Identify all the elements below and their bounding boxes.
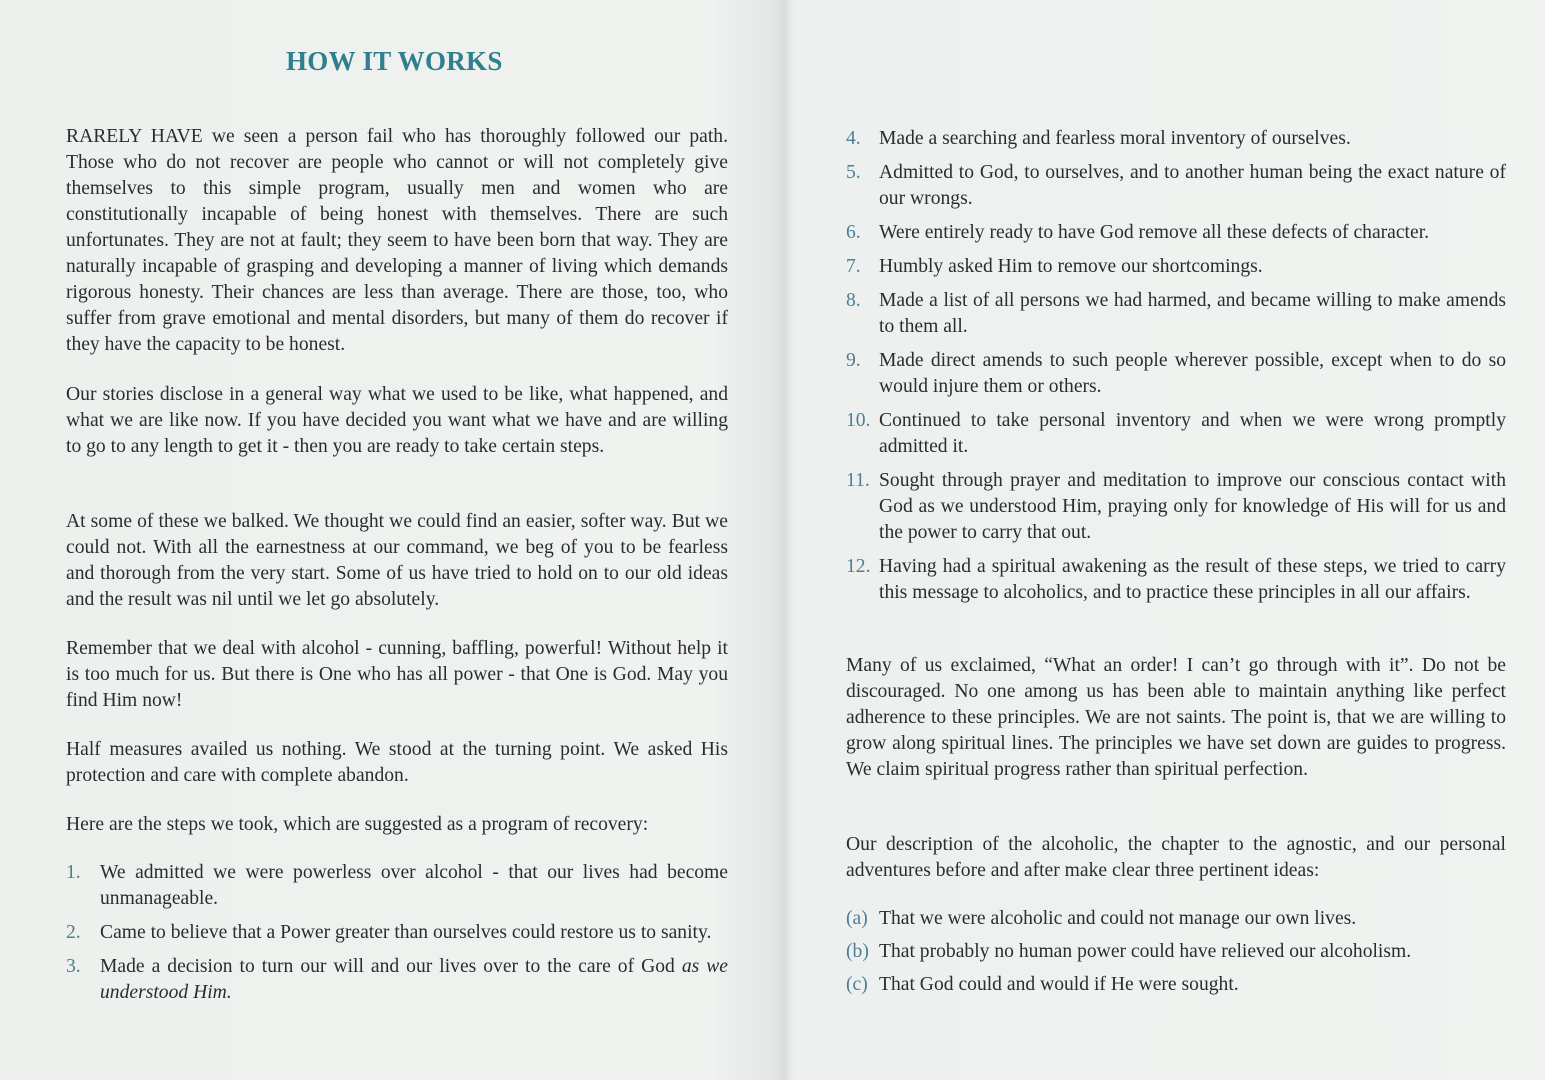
list-item: 4. Made a searching and fearless moral inventory of ourselves.	[846, 128, 1351, 149]
paragraph-ideas-intro: Our description of the alcoholic, the chapter to the agnostic, and our personal adventures before and after make clear three pertinent ideas:	[846, 834, 1506, 881]
list-item: (a) That we were alcoholic and could not manage our own lives.	[846, 908, 1357, 929]
paragraph-4: Remember that we deal with alcohol - cunning, baffling, powerful! Without help it is too much for us. But there is One who has all power - that One is God. May you find Him now!	[66, 638, 728, 711]
paragraph-6: Here are the steps we took, which are suggested as a program of recovery:	[66, 814, 649, 835]
paragraph-2: Our stories disclose in a general way what we used to be like, what happened, and what we are like now. If you have decided you want what we have and are willing to go to any length to get it - then you are ready to take certain steps.	[66, 384, 728, 457]
list-item: 7. Humbly asked Him to remove our shortcomings.	[846, 256, 1263, 277]
list-item: 12. Having had a spiritual awakening as the result of these steps, we tried to carry this message to alcoholics, and to practice these principles in all our affairs.	[846, 556, 1506, 603]
steps-list-left	[66, 860, 728, 1006]
center-fold	[775, 0, 793, 1080]
list-item: 3. Made a decision to turn our will and our lives over to the care of God as we understood Him.	[66, 956, 728, 1003]
list-item: 8. Made a list of all persons we had harmed, and became willing to make amends to them all.	[846, 290, 1506, 337]
paragraph-1: RARELY HAVE we seen a person fail who has thoroughly followed our path. Those who do not recover are people who cannot or will not completely give themselves to this simple program, usually men and women who are constitutionally incapable of being honest with themselves. There are such unfortunates. They are not at fault; they seem to have been born that way. They are naturally incapable of grasping and developing a manner of living which demands rigorous honesty. Their chances are less than average. There are those, too, who suffer from grave emotional and mental disorders, but many of them do recover if they have the capacity to be honest.	[66, 126, 728, 355]
list-item: 11. Sought through prayer and meditation to improve our conscious contact with God as we understood Him, praying only for knowledge of His will for us and the power to carry that out.	[846, 470, 1506, 543]
list-item: 10. Continued to take personal inventory and when we were wrong promptly admitted it.	[846, 410, 1506, 457]
list-item: 2. Came to believe that a Power greater than ourselves could restore us to sanity.	[66, 922, 712, 943]
list-item: 9. Made direct amends to such people wherever possible, except when to do so would injure them or others.	[846, 350, 1506, 397]
list-item: 5. Admitted to God, to ourselves, and to another human being the exact nature of our wrongs.	[846, 162, 1506, 209]
list-item: (c) That God could and would if He were sought.	[846, 974, 1239, 995]
paragraph-5: Half measures availed us nothing. We stood at the turning point. We asked His protection and care with complete abandon.	[66, 739, 728, 786]
steps-list-right	[846, 126, 1506, 606]
ideas-list	[846, 906, 1506, 998]
list-item: 1. We admitted we were powerless over alcohol - that our lives had become unmanageable.	[66, 862, 728, 909]
list-item: (b) That probably no human power could have relieved our alcoholism.	[846, 941, 1412, 962]
paragraph-order: Many of us exclaimed, “What an order! I can’t go through with it”. Do not be discouraged. No one among us has been able to maintain anything like perfect adherence to these principles. We are not saints. The point is, that we are willing to grow along spiritual lines. The principles we have set down are guides to progress. We claim spiritual progress rather than spiritual perfection.	[846, 655, 1506, 780]
page-title: HOW IT WORKS	[286, 46, 503, 76]
paragraph-3: At some of these we balked. We thought we could find an easier, softer way. But we could not. With all the earnestness at our command, we beg of you to be fearless and thorough from the very start. Some of us have tried to hold on to our old ideas and the result was nil until we let go absolutely.	[66, 511, 728, 610]
list-item: 6. Were entirely ready to have God remove all these defects of character.	[846, 222, 1430, 243]
